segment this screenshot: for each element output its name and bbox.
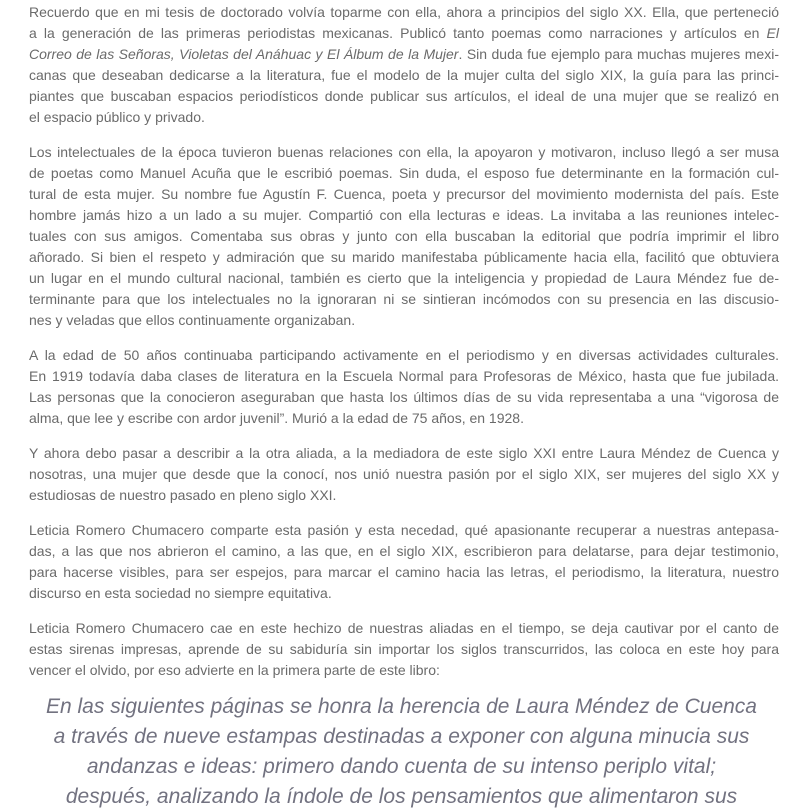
text-line: Y ahora debo pasar a describir a la otra aliada, a la mediadora de este siglo XXI entre Laura Méndez de Cuenca y (29, 445, 779, 461)
text-line: discurso en esta sociedad no siempre equitativa. (29, 585, 332, 601)
text-line: nosotras, una mujer que desde que la conocí, nos unió nuestra pasión por el siglo XIX, ser mujeres del siglo XX y (29, 466, 779, 482)
text-line: Los intelectuales de la época tuvieron buenas relaciones con ella, la apoyaron y motivaron, incluso llegó a ser musa (29, 144, 779, 160)
text-line: canas que deseaban dedicarse a la literatura, fue el modelo de la mujer culta del siglo XIX, la guía para las princi- (29, 67, 779, 83)
text-line: tuales con sus amigos. Comentaba sus obras y junto con ella buscaban la editorial que podría imprimir el libro (29, 228, 779, 244)
quote-line: después, analizando la índole de los pensamientos que alimentaron sus (65, 785, 738, 808)
quote-line: En las siguientes páginas se honra la herencia de Laura Méndez de Cuenca (46, 695, 757, 718)
text-line: añorado. Si bien el respeto y admiración que su marido manifestaba públicamente hacia ella, facilitó que obtuviera (29, 249, 779, 265)
text-line: terminante para que los intelectuales no la ignoraran ni se sintieran incómodos con su presencia en las discusio- (29, 291, 779, 307)
text-line: el espacio público y privado. (29, 109, 205, 125)
text-line: alma, que lee y escribe con ardor juvenil”. Murió a la edad de 75 años, en 1928. (29, 410, 524, 426)
text-line: Leticia Romero Chumacero cae en este hechizo de nuestras aliadas en el tiempo, se deja cautivar por el canto de (29, 620, 779, 636)
text-line: A la edad de 50 años continuaba participando activamente en el periodismo y en diversas actividades culturales. (29, 347, 779, 363)
paragraph (29, 520, 779, 604)
text-line: En 1919 todavía daba clases de literatura en la Escuela Normal para Profesoras de México, hasta que fue jubilada. (29, 368, 779, 384)
text-line: para hacerse visibles, para ser espejos, para marcar el camino hacia las letras, el periodismo, la literatura, nuestro (29, 564, 779, 580)
text-line: das, a las que nos abrieron el camino, a las que, en el siglo XIX, escribieron para delatarse, para dejar testimonio, (29, 543, 779, 559)
text-line: nes y veladas que ellos continuamente organizaban. (29, 312, 356, 328)
text-line: estudiosas de nuestro pasado en pleno siglo XXI. (29, 487, 337, 503)
quote-line: andanzas e ideas: primero dando cuenta de su intenso periplo vital; (86, 755, 717, 778)
text-line: vencer el olvido, por eso advierte en la primera parte de este libro: (29, 662, 440, 678)
text-line: un lugar en el mundo cultural nacional, también es cierto que la inteligencia y propiedad de Laura Méndez fue de- (29, 270, 779, 286)
quote-line: a través de nueve estampas destinadas a exponer con alguna minucia sus (53, 725, 750, 748)
text-line: de poetas como Manuel Acuña que le escribió poemas. Sin duda, el esposo fue determinante en la formación cul- (29, 165, 779, 181)
text-line: Correo de las Señoras, Violetas del Anáhuac y El Álbum de la Mujer. Sin duda fue ejemplo para muchas mujeres mexi- (29, 46, 779, 62)
paragraph (29, 2, 779, 128)
paragraph (29, 345, 779, 429)
paragraph (29, 142, 779, 331)
paragraph (29, 443, 779, 506)
text-line: Leticia Romero Chumacero comparte esta pasión y esta necedad, qué apasionante recuperar a nuestras antepasa- (29, 522, 779, 538)
text-line: Recuerdo que en mi tesis de doctorado volvía toparme con ella, ahora a principios del siglo XX. Ella, que perteneció (29, 4, 779, 20)
block-quote (14, 692, 789, 812)
text-line: tural de esta mujer. Su nombre fue Agustín F. Cuenca, poeta y precursor del movimiento modernista del país. Este (29, 186, 779, 202)
text-line: piantes que buscaban espacios periodísticos donde publicar sus artículos, el ideal de una mujer que se realizó en (29, 88, 779, 104)
text-line: Las personas que la conocieron aseguraban que hasta los últimos días de su vida representaba a una “vigorosa de (29, 389, 779, 405)
paragraph (29, 618, 779, 681)
document-body (29, 2, 779, 695)
text-line: hombre jamás hizo a un lado a su mujer. Compartió con ella lecturas e ideas. La invitaba a las reuniones intelec- (29, 207, 779, 223)
italic-title: El (766, 25, 779, 41)
text-line: estas sirenas impresas, aprende de su sabiduría sin importar los siglos transcurridos, las coloca en este hoy para (29, 641, 779, 657)
italic-title: Correo de las Señoras, Violetas del Anáhuac y El Álbum de la Mujer (29, 46, 459, 62)
text-line: a la generación de las primeras periodistas mexicanas. Publicó tanto poemas como narraciones y artículos en El (29, 25, 779, 41)
